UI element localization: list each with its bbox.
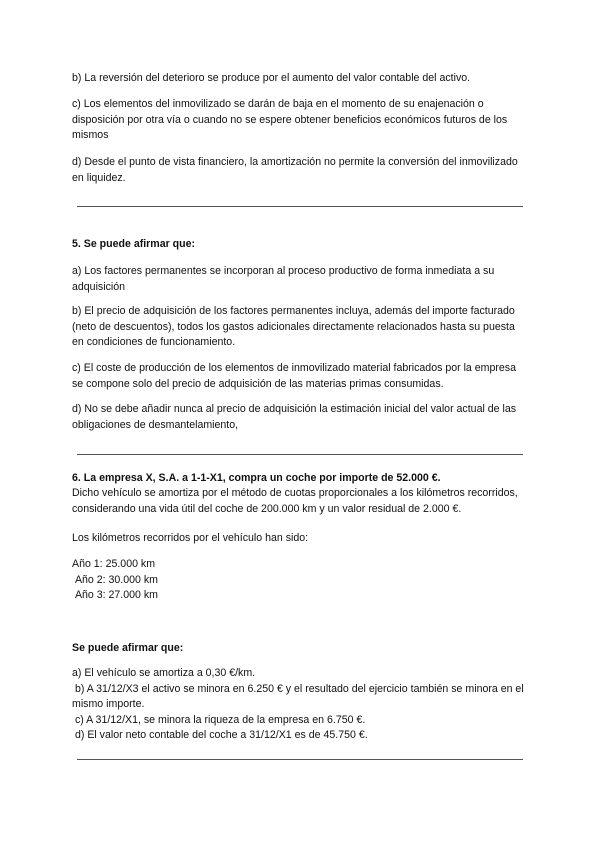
q6-description: Dicho vehículo se amortiza por el método de cuotas proporcionales a los kilómetros recorridos, considerando una vida útil del coche de 200.000 km y un valor residual de 2.000 €. <box>72 487 518 515</box>
q6-year-1: Año 1: 25.000 km <box>72 558 156 570</box>
divider <box>77 759 523 760</box>
q5-option-c: c) El coste de producción de los elementos de inmovilizado material fabricados por la empresa se compone solo del precio de adquisición de las materias primas consumidas. <box>72 362 516 390</box>
question-6-title: 6. La empresa X, S.A. a 1-1-X1, compra un coche por importe de 52.000 €. <box>72 472 441 484</box>
q6-km-intro: Los kilómetros recorridos por el vehículo han sido: <box>72 532 309 544</box>
q6-option-a: a) El vehículo se amortiza a 0,30 €/km. <box>72 667 256 679</box>
q5-option-d: d) No se debe añadir nunca al precio de adquisición la estimación inicial del valor actual de las obligaciones de desmantelamiento, <box>72 403 517 431</box>
q6-km-list <box>72 557 528 604</box>
q6-option-d: d) El valor neto contable del coche a 31/12/X1 es de 45.750 €. <box>72 729 368 742</box>
divider <box>77 206 523 207</box>
q6-option-c: c) A 31/12/X1, se minora la riqueza de la empresa en 6.750 €. <box>72 713 366 726</box>
q5-option-a: a) Los factores permanentes se incorporan al proceso productivo de forma inmediata a su adquisición <box>72 265 495 293</box>
q6-year-2: Año 2: 30.000 km <box>72 573 158 586</box>
divider <box>77 454 523 455</box>
prev-option-d: d) Desde el punto de vista financiero, la amortización no permite la conversión del inmovilizado en liquidez. <box>72 156 518 184</box>
question-5-title: 5. Se puede afirmar que: <box>72 238 196 250</box>
q6-options <box>72 666 528 744</box>
prev-option-b: b) La reversión del deterioro se produce por el aumento del valor contable del activo. <box>72 72 471 84</box>
q5-option-b: b) El precio de adquisición de los factores permanentes incluya, además del importe facturado (neto de descuentos), todos los gastos adicionales directamente relacionados hasta su puesta en condiciones de funcionamiento. <box>72 305 515 349</box>
prev-option-c: c) Los elementos del inmovilizado se darán de baja en el momento de su enajenación o disposición por otra vía o cuando no se espere obtener beneficios económicos futuros de los mismos <box>72 98 508 142</box>
q6-year-3: Año 3: 27.000 km <box>72 589 158 602</box>
q6-option-b: b) A 31/12/X3 el activo se minora en 6.250 € y el resultado del ejercicio también se minora en el mismo importe. <box>72 682 527 711</box>
q6-subtitle: Se puede afirmar que: <box>72 642 184 654</box>
